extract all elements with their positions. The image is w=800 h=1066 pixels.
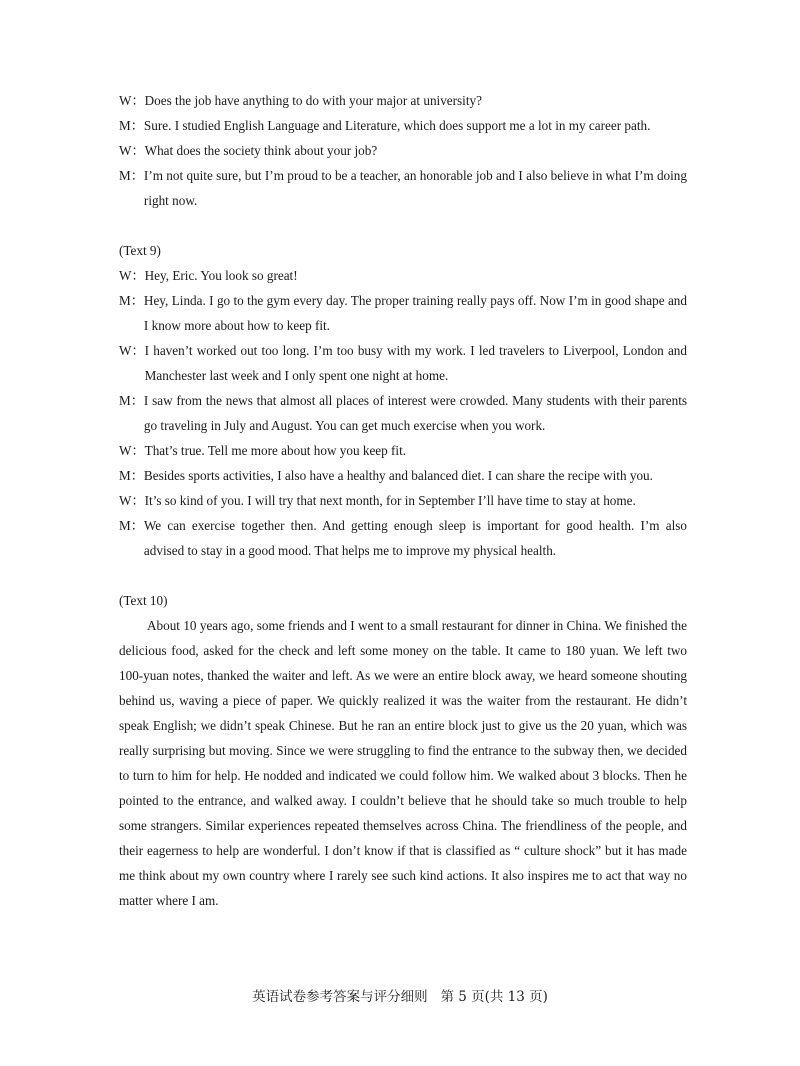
dialogue-line bbox=[119, 263, 687, 288]
dialogue-text: Hey, Eric. You look so great! bbox=[144, 268, 298, 283]
speaker-label: M： bbox=[119, 293, 144, 308]
dialogue-text: Sure. I studied English Language and Literature, which does support me a lot in my career path. bbox=[143, 118, 651, 133]
dialogue-line bbox=[119, 438, 687, 463]
speaker-label: W： bbox=[119, 268, 145, 283]
dialogue-line bbox=[119, 288, 687, 338]
text9-label: (Text 9) bbox=[119, 243, 161, 258]
dialogue-line bbox=[119, 163, 687, 213]
dialogue-line bbox=[119, 138, 687, 163]
speaker-label: M： bbox=[119, 468, 144, 483]
page-footer bbox=[0, 985, 800, 1005]
dialogue-line bbox=[119, 388, 687, 438]
speaker-label: M： bbox=[119, 118, 144, 133]
dialogue-text: I saw from the news that almost all places of interest were crowded. Many students with their parents go traveling in July and August. You can get much exercise when you work. bbox=[143, 393, 687, 433]
speaker-label: W： bbox=[119, 143, 145, 158]
dialogue-line bbox=[119, 338, 687, 388]
text10-label: (Text 10) bbox=[119, 593, 168, 608]
dialogue-text: Besides sports activities, I also have a healthy and balanced diet. I can share the recipe with you. bbox=[143, 468, 653, 483]
dialogue-line bbox=[119, 88, 687, 113]
dialogue-text: What does the society think about your job? bbox=[144, 143, 378, 158]
dialogue-text: Does the job have anything to do with your major at university? bbox=[144, 93, 482, 108]
dialogue-text: Hey, Linda. I go to the gym every day. The proper training really pays off. Now I’m in good shape and I know more about how to keep fit. bbox=[143, 293, 687, 333]
dialogue-line bbox=[119, 463, 687, 488]
speaker-label: W： bbox=[119, 443, 145, 458]
footer-page-number: 第 5 页(共 13 页) bbox=[440, 989, 548, 1005]
dialogue-text: We can exercise together then. And getting enough sleep is important for good health. I’m also advised to stay in a good mood. That helps me to improve my physical health. bbox=[143, 518, 687, 558]
speaker-label: M： bbox=[119, 168, 144, 183]
dialogue-line bbox=[119, 113, 687, 138]
dialogue-text: It’s so kind of you. I will try that next month, for in September I’ll have time to stay at home. bbox=[144, 493, 636, 508]
dialogue-text: I haven’t worked out too long. I’m too busy with my work. I led travelers to Liverpool, London and Manchester last week and I only spent one night at home. bbox=[144, 343, 687, 383]
speaker-label: M： bbox=[119, 393, 144, 408]
text10-paragraph: About 10 years ago, some friends and I went to a small restaurant for dinner in China. We finished the delicious food, asked for the check and left some money on the table. It came to 180 yuan. We left two 100-yuan notes, thanked the waiter and left. As we were an entire block away, we heard someone shouting behind us, waving a piece of paper. We quickly realized it was the waiter from the restaurant. He didn’t speak English; we didn’t speak Chinese. But he ran an entire block just to give us the 20 yuan, which was really surprising but moving. Since we were struggling to find the entrance to the subway then, we decided to turn to him for help. He nodded and indicated we could follow him. We walked about 3 blocks. Then he pointed to the entrance, and walked away. I couldn’t believe that he should take so much trouble to help some strangers. Similar experiences repeated themselves across China. The friendliness of the people, and their eagerness to help are wonderful. I don’t know if that is classified as “ culture shock” but it has made me think about my own country where I rarely see such kind actions. It also inspires me to act that way no matter where I am. bbox=[119, 618, 687, 908]
speaker-label: W： bbox=[119, 493, 145, 508]
speaker-label: W： bbox=[119, 93, 145, 108]
footer-title: 英语试卷参考答案与评分细则 bbox=[252, 989, 428, 1005]
dialogue-text: That’s true. Tell me more about how you keep fit. bbox=[144, 443, 407, 458]
dialogue-line bbox=[119, 513, 687, 563]
speaker-label: W： bbox=[119, 343, 145, 358]
dialogue-text: I’m not quite sure, but I’m proud to be a teacher, an honorable job and I also believe in what I’m doing right now. bbox=[143, 168, 687, 208]
dialogue-line bbox=[119, 488, 687, 513]
speaker-label: M： bbox=[119, 518, 144, 533]
page-content bbox=[119, 88, 687, 913]
